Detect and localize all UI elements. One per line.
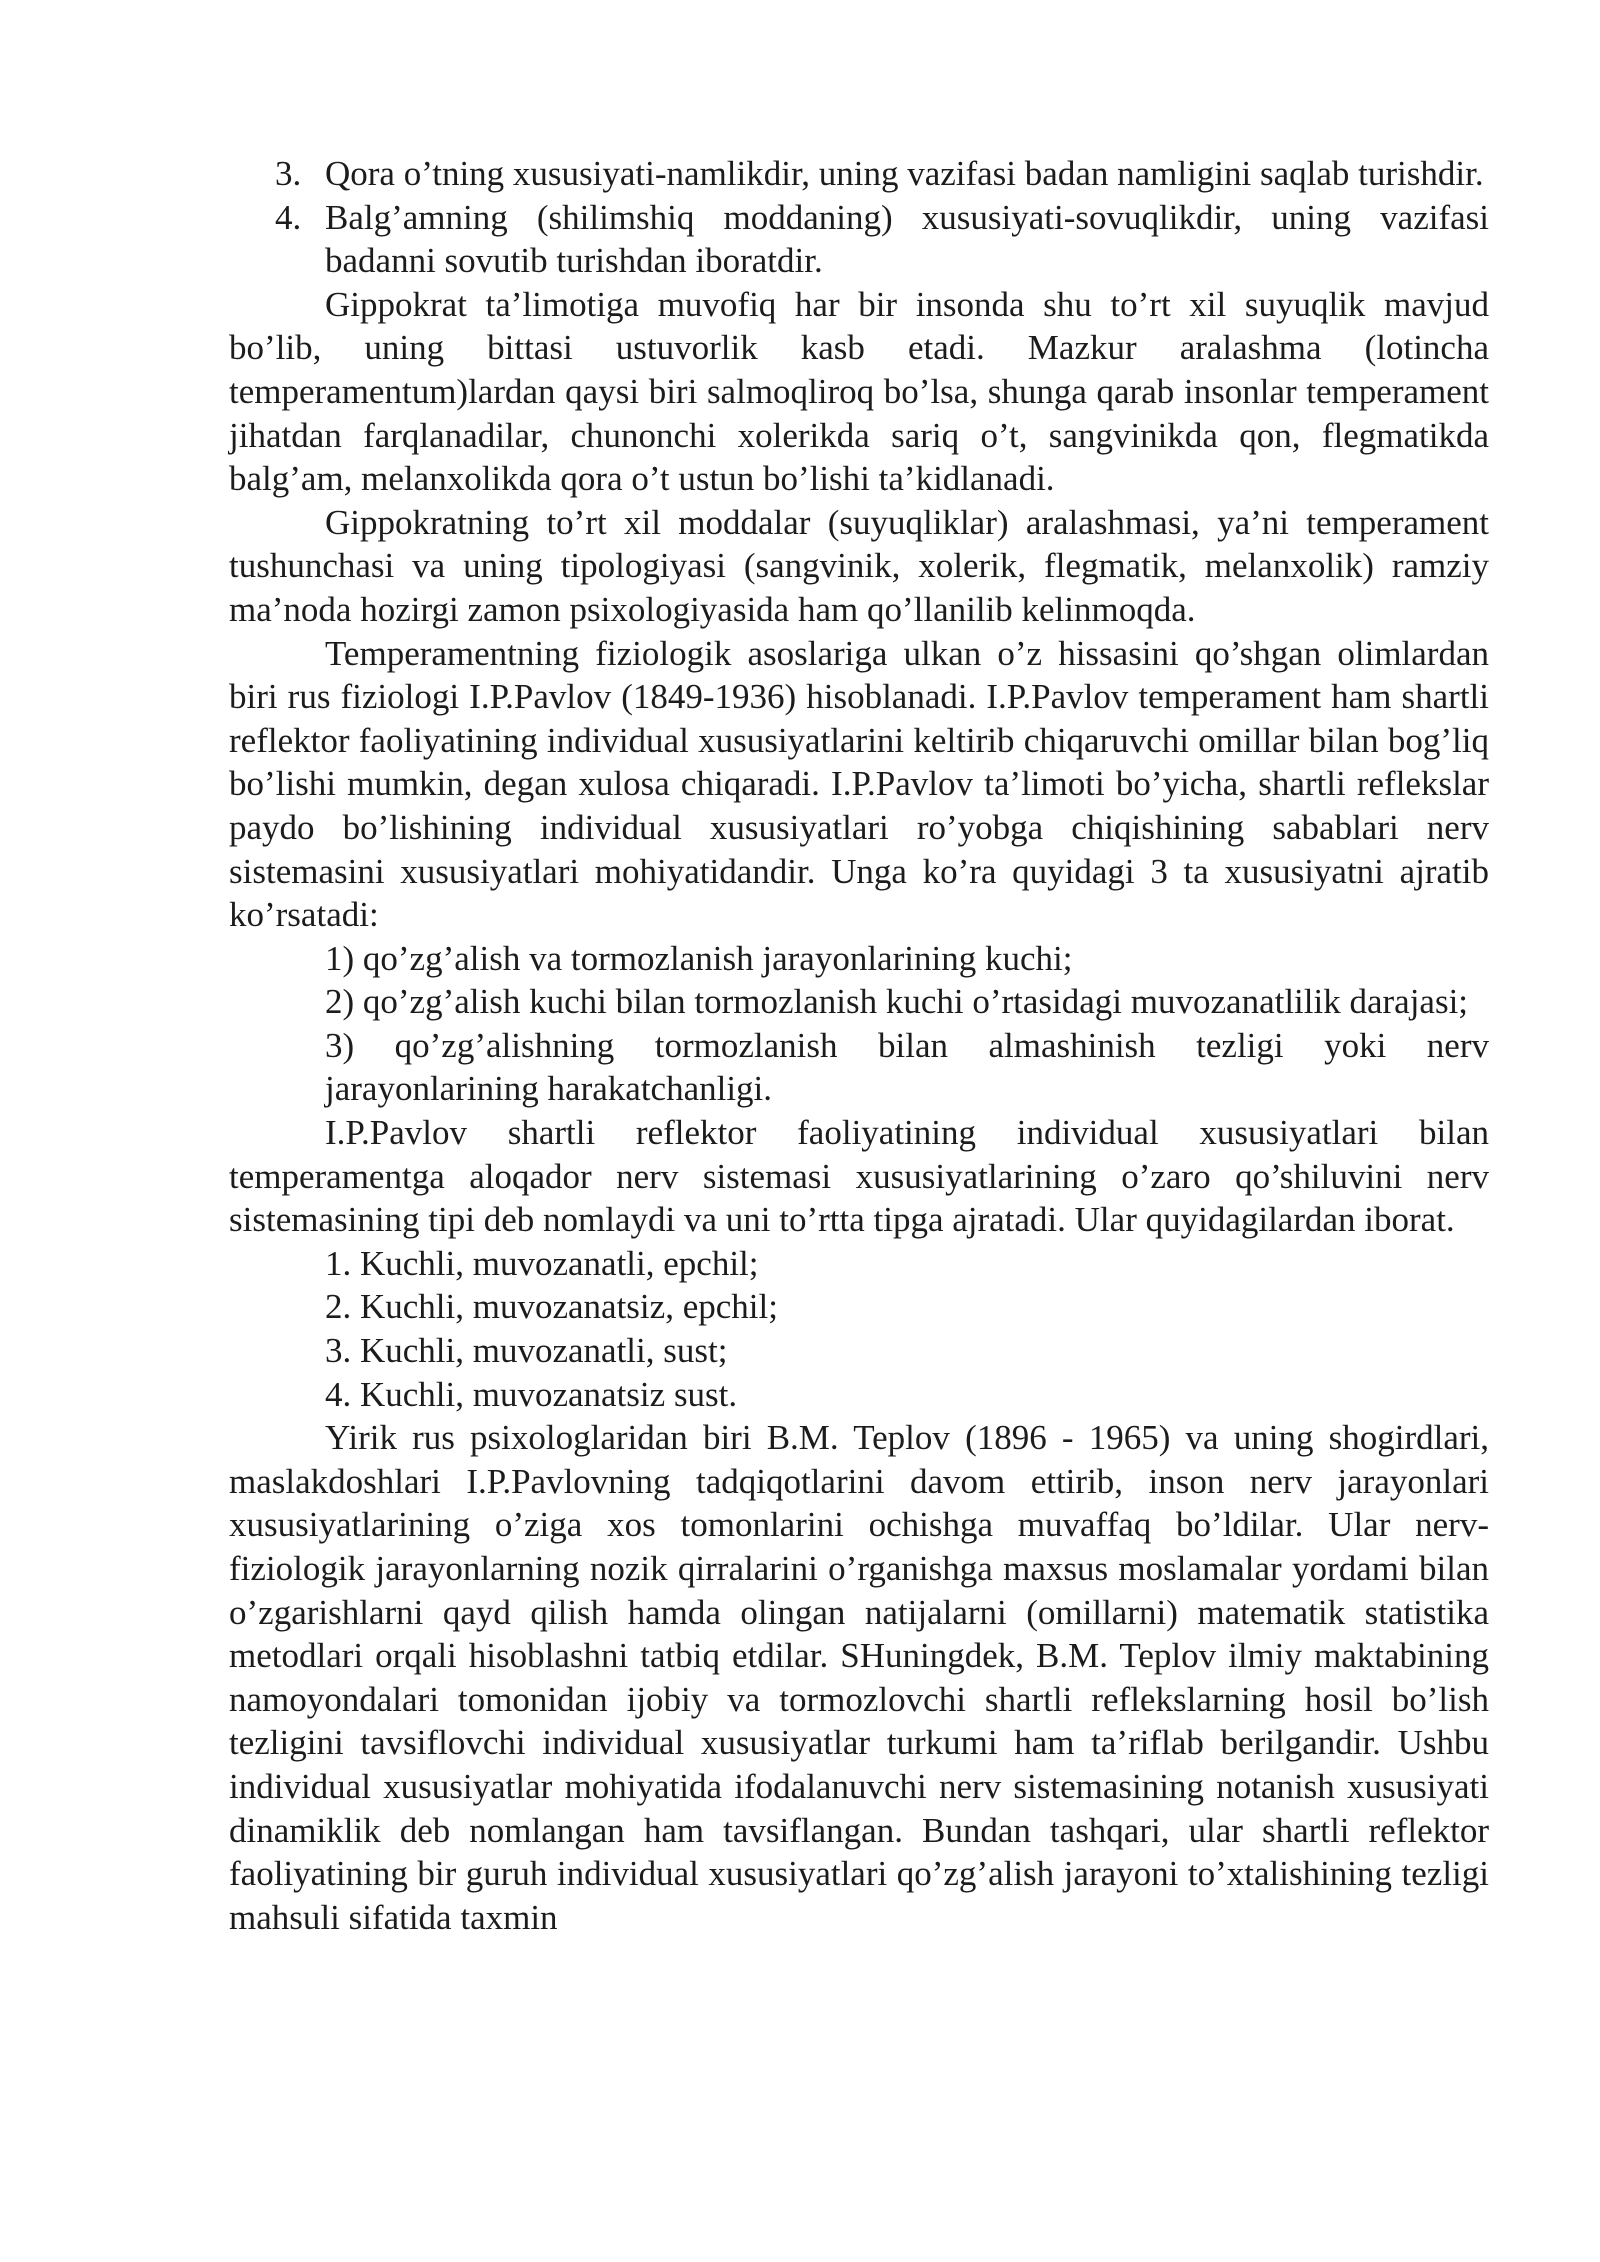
document-page (229, 152, 1489, 1939)
property-item: 3) qo’zg’alishning tormozlanish bilan almashinish tezligi yoki nerv jarayonlarining harakatchanligi. (325, 1025, 1489, 1109)
property-item: 2) qo’zg’alish kuchi bilan tormozlanish kuchi o’rtasidagi muvozanatlilik darajasi; (325, 982, 1469, 1022)
paragraph-temperament-typology: Gippokratning to’rt xil moddalar (suyuqliklar) aralashmasi, ya’ni temperament tushunchasi va uning tipologiyasi (sangvinik, xolerik, flegmatik, melanxolik) ramziy ma’noda hozirgi zamon psixologiyasida ham qo’llanilib kelinmoqda. (229, 502, 1489, 629)
item-number: 3. (275, 154, 302, 193)
paragraph-pavlov: Temperamentning fiziologik asoslariga ulkan o’z hissasini qo’shgan olimlardan biri rus fiziologi I.P.Pavlov (1849-1936) hisoblanadi. I.P.Pavlov temperament ham shartli reflektor faoliyatining individual xususiyatlarini keltirib chiqaruvchi omillar bilan bog’liq bo’lishi mumkin, degan xulosa chiqaradi. I.P.Pavlov ta’limoti bo’yicha, shartli reflekslar paydo bo’lishining individual xususiyatlari ro’yobga chiqishining sabablari nerv sistemasini xususiyatlari mohiyatidandir. Unga ko’ra quyidagi 3 ta xususiyatni ajratib ko’rsatadi: (229, 633, 1489, 935)
type-item: 4. Kuchli, muvozanatsiz sust. (325, 1374, 738, 1414)
paragraph-nervous-system-types: I.P.Pavlov shartli reflektor faoliyatining individual xususiyatlari bilan temperamentga aloqador nerv sistemasi xususiyatlarining o’zaro qo’shiluvini nerv sistemasining tipi deb nomlaydi va uni to’rtta tipga ajratadi. Ular quyidagilardan iborat. (229, 1113, 1489, 1240)
numbered-item (229, 196, 1489, 283)
paragraph-hippocrates-theory: Gippokrat ta’limotiga muvofiq har bir insonda shu to’rt xil suyuqlik mavjud bo’lib, uning bittasi ustuvorlik kasb etadi. Mazkur aralashma (lotincha temperamentum)lardan qaysi biri salmoqliroq bo’lsa, shunga qarab insonlar temperament jihatdan farqlanadilar, chunonchi xolerikda sariq o’t, sangvinikda qon, flegmatikda balg’am, melanxolikda qora o’t ustun bo’lishi ta’kidlanadi. (229, 284, 1489, 499)
property-item: 1) qo’zg’alish va tormozlanish jarayonlarining kuchi; (325, 938, 1073, 978)
type-item: 3. Kuchli, muvozanatli, sust; (325, 1331, 728, 1371)
item-number: 4. (275, 197, 302, 237)
type-item: 1. Kuchli, muvozanatli, epchil; (325, 1243, 759, 1283)
item-text: Qora o’tning xususiyati-namlikdir, uning vazifasi badan namligini saqlab turishdir. (325, 154, 1484, 193)
numbered-item (229, 152, 1489, 196)
type-item: 2. Kuchli, muvozanatsiz, epchil; (325, 1287, 778, 1327)
paragraph-teplov: Yirik rus psixologlaridan biri B.M. Teplov (1896 - 1965) va uning shogirdlari, maslakdoshlari I.P.Pavlovning tadqiqotlarini davom ettirib, inson nerv jarayonlari xususiyatlarining o’ziga xos tomonlarini ochishga muvaffaq bo’ldilar. Ular nerv-fiziologik jarayonlarning nozik qirralarini o’rganishga maxsus moslamalar yordami bilan o’zgarishlarni qayd qilish hamda olingan natijalarni (omillarni) matematik statistika metodlari orqali hisoblashni tatbiq etdilar. SHuningdek, B.M. Teplov ilmiy maktabining namoyondalari tomonidan ijobiy va tormozlovchi shartli reflekslarning hosil bo’lish tezligini tavsiflovchi individual xususiyatlar turkumi ham ta’riflab berilgandir. Ushbu individual xususiyatlar mohiyatida ifodalanuvchi nerv sistemasining notanish xususiyati dinamiklik deb nomlangan ham tavsiflangan. Bundan tashqari, ular shartli reflektor faoliyatining bir guruh individual xususiyatlari qo’zg’alish jarayoni to’xtalishining tezligi mahsuli sifatida taxmin (229, 1418, 1489, 1937)
item-text: Balg’amning (shilimshiq moddaning) xususiyati-sovuqlikdir, uning vazifasi badanni sovutib turishdan iboratdir. (325, 197, 1489, 281)
